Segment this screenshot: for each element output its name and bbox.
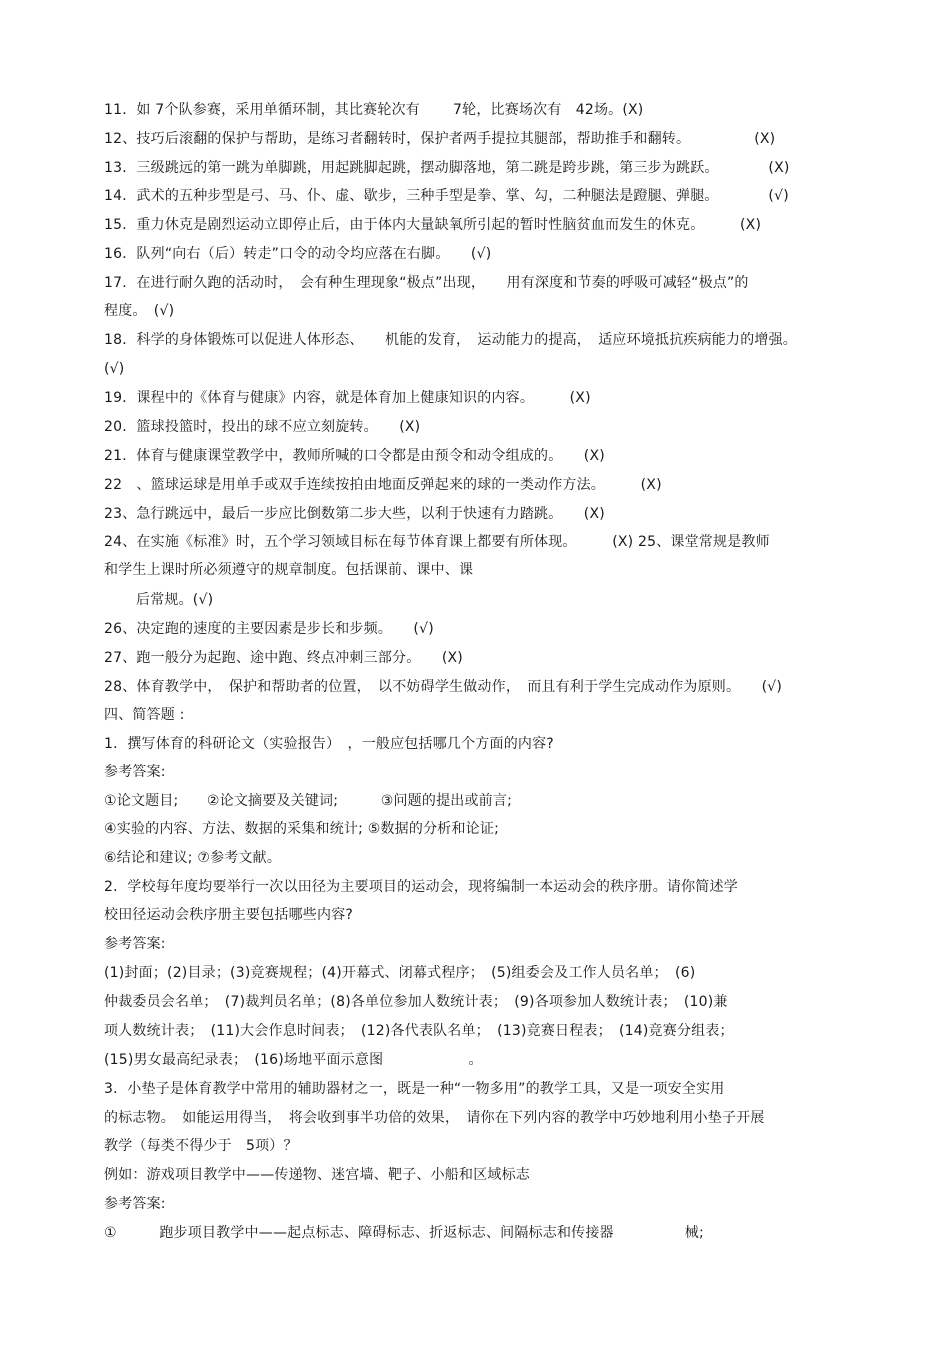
item-12: 12、技巧后滚翻的保护与帮助，是练习者翻转时，保护者两手提拉其腿部，帮助推手和翻转。 (X) xyxy=(104,131,776,147)
item-18-line2: (√) xyxy=(104,361,125,377)
answer-2-line1: (1)封面；(2)目录；(3)竞赛规程；(4)开幕式、闭幕式程序； (5)组委会及工作人员名单； (6) xyxy=(104,965,696,981)
question-3-line3: 教学（每类不得少于 5项）？ xyxy=(104,1138,298,1154)
example-line: 例如：游戏项目教学中——传递物、迷宫墙、靶子、小船和区域标志 xyxy=(104,1167,530,1183)
answer-1-line1: ①论文题目; ②论文摘要及关键词; ③问题的提出或前言; xyxy=(104,793,513,809)
item-17-line1: 17．在进行耐久跑的活动时， 会有种生理现象“极点”出现， 用有深度和节奏的呼吸可减轻“极点”的 xyxy=(104,275,749,291)
item-18-line1: 18．科学的身体锻炼可以促进人体形态、 机能的发育， 运动能力的提高， 适应环境抵抗疾病能力的增强。 xyxy=(104,332,798,348)
item-17-line2: 程度。 (√) xyxy=(104,303,175,319)
answer-2-line2: 仲裁委员会名单； (7)裁判员名单；(8)各单位参加人数统计表； (9)各项参加人数统计表； (10)兼 xyxy=(104,994,728,1010)
item-23: 23、急行跳远中，最后一步应比倒数第二步大些，以利于快速有力踏跳。 (X) xyxy=(104,506,605,522)
answer-2-line4: (15)男女最高纪录表； (16)场地平面示意图 。 xyxy=(104,1052,483,1068)
item-22: 22 、篮球运球是用单手或双手连续按拍由地面反弹起来的球的一类动作方法。 (X) xyxy=(104,477,662,493)
item-28: 28、体育教学中， 保护和帮助者的位置， 以不妨碍学生做动作， 而且有利于学生完成动作为原则。 (√) xyxy=(104,679,783,695)
answer-label-3: 参考答案: xyxy=(104,1196,166,1212)
answer-1-line2: ④实验的内容、方法、数据的采集和统计; ⑤数据的分析和论证; xyxy=(104,821,499,837)
item-14: 14．武术的五种步型是弓、马、仆、虚、歇步，三种手型是拳、掌、勾，二种腿法是蹬腿、弹腿。 (√) xyxy=(104,188,789,204)
item-25-line3: 后常规。(√) xyxy=(136,592,214,608)
answer-2-line3: 项人数统计表； (11)大会作息时间表； (12)各代表队名单； (13)竞赛日程表； (14)竞赛分组表； xyxy=(104,1023,734,1039)
answer-label-1: 参考答案: xyxy=(104,764,166,780)
item-20: 20．篮球投篮时，投出的球不应立刻旋转。 (X) xyxy=(104,419,421,435)
item-21: 21．体育与健康课堂教学中，教师所喊的口令都是由预令和动令组成的。 (X) xyxy=(104,448,605,464)
question-3-line1: 3．小垫子是体育教学中常用的辅助器材之一，既是一种“一物多用”的教学工具，又是一项安全实用 xyxy=(104,1081,725,1097)
item-15: 15．重力休克是剧烈运动立即停止后，由于体内大量缺氧所引起的暂时性脑贫血而发生的休克。 (X) xyxy=(104,217,762,233)
item-19: 19．课程中的《体育与健康》内容，就是体育加上健康知识的内容。 (X) xyxy=(104,390,591,406)
item-13: 13．三级跳远的第一跳为单脚跳，用起跳脚起跳，摆动脚落地，第二跳是跨步跳，第三步为跳跃。 (X) xyxy=(104,160,790,176)
question-3-line2: 的标志物。 如能运用得当， 将会收到事半功倍的效果， 请你在下列内容的教学中巧妙地利用小垫子开展 xyxy=(104,1110,765,1126)
section-heading: 四、简答题 : xyxy=(104,707,185,723)
answer-1-line3: ⑥结论和建议; ⑦参考文献。 xyxy=(104,850,282,866)
answer-3-line1: ① 跑步项目教学中——起点标志、障碍标志、折返标志、间隔标志和传接器 械; xyxy=(104,1225,704,1241)
question-2-line2: 校田径运动会秩序册主要包括哪些内容? xyxy=(104,907,354,923)
item-26: 26、决定跑的速度的主要因素是步长和步频。 (√) xyxy=(104,621,434,637)
item-24-line1: 24、在实施《标准》时，五个学习领域目标在每节体育课上都要有所体现。 (X) 25、课堂常规是教师 xyxy=(104,534,770,550)
answer-label-2: 参考答案: xyxy=(104,936,166,952)
item-25-line2: 和学生上课时所必须遵守的规章制度。包括课前、课中、课 xyxy=(104,562,474,578)
item-16: 16．队列“向右（后）转走”口令的动令均应落在右脚。 (√) xyxy=(104,246,492,262)
item-11: 11．如 7个队参赛，采用单循环制，其比赛轮次有 7轮，比赛场次有 42场。(X) xyxy=(104,102,644,118)
question-1: 1．撰写体育的科研论文（实验报告） ，一般应包括哪几个方面的内容? xyxy=(104,736,554,752)
item-27: 27、跑一般分为起跑、途中跑、终点冲刺三部分。 (X) xyxy=(104,650,463,666)
question-2-line1: 2．学校每年度均要举行一次以田径为主要项目的运动会，现将编制一本运动会的秩序册。请你简述学 xyxy=(104,879,738,895)
